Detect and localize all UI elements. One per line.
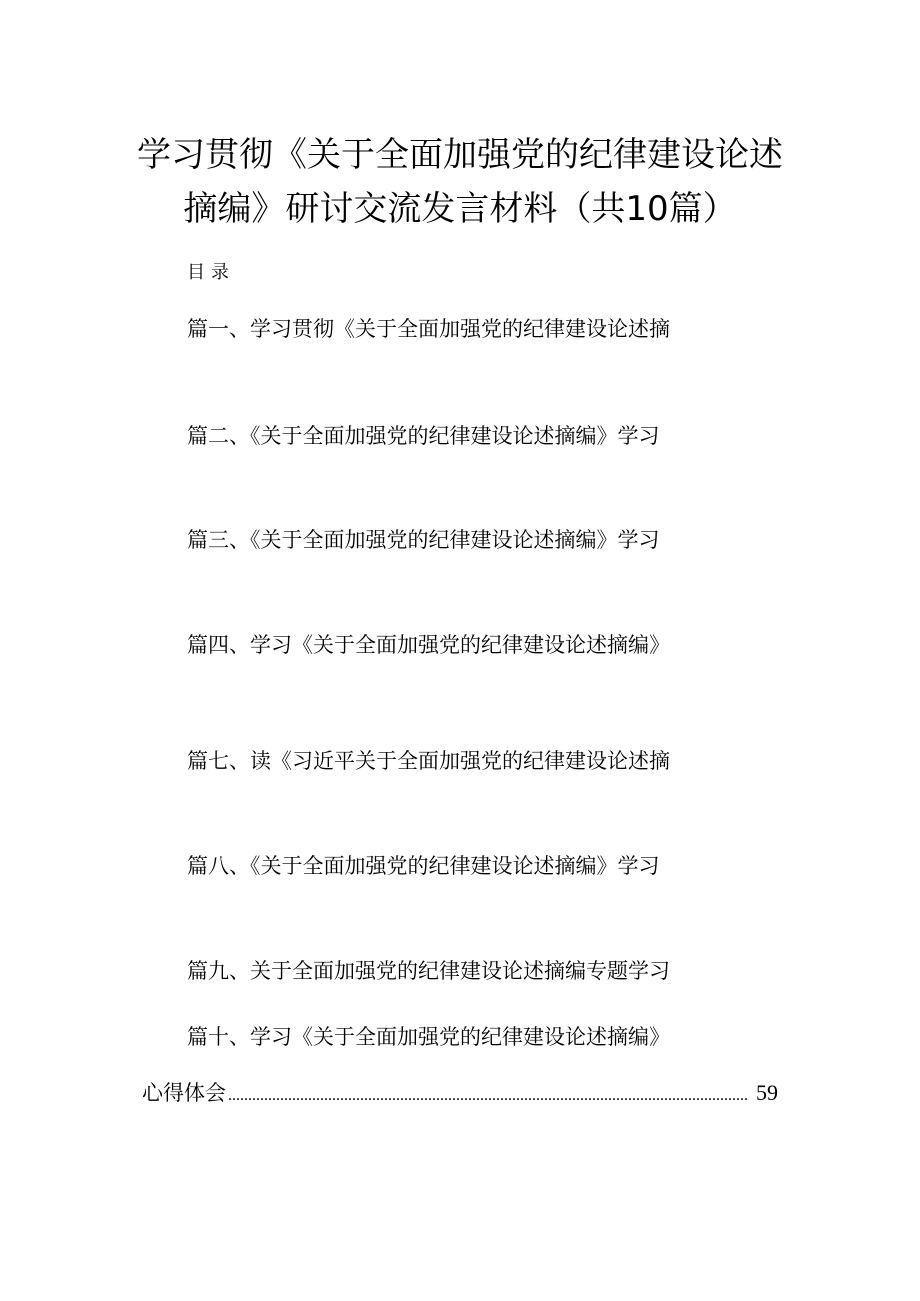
toc-entry-7[interactable]: 篇七、读《习近平关于全面加强党的纪律建设论述摘 bbox=[187, 749, 670, 773]
document-title bbox=[0, 128, 920, 236]
toc-entry-10-continuation[interactable] bbox=[142, 1078, 778, 1111]
title-line-2: 摘编》研讨交流发言材料（共10篇） bbox=[183, 189, 737, 229]
toc-entry-3[interactable]: 篇三、《关于全面加强党的纪律建设论述摘编》学习 bbox=[187, 528, 660, 552]
toc-entry-10[interactable]: 篇十、学习《关于全面加强党的纪律建设论述摘编》 bbox=[187, 1025, 670, 1049]
toc-entry-2[interactable]: 篇二、《关于全面加强党的纪律建设论述摘编》学习 bbox=[187, 424, 660, 448]
toc-dot-leader: .................................................................................................................................. bbox=[228, 1087, 748, 1104]
toc-heading: 目录 bbox=[187, 262, 235, 283]
toc-entry-4[interactable]: 篇四、学习《关于全面加强党的纪律建设论述摘编》 bbox=[187, 633, 670, 657]
toc-entry-9[interactable]: 篇九、关于全面加强党的纪律建设论述摘编专题学习 bbox=[187, 959, 670, 983]
toc-entry-8[interactable]: 篇八、《关于全面加强党的纪律建设论述摘编》学习 bbox=[187, 854, 660, 878]
toc-page-number: 59 bbox=[756, 1080, 778, 1105]
title-line-1: 学习贯彻《关于全面加强党的纪律建设论述 bbox=[137, 135, 783, 175]
toc-continuation-text: 心得体会 bbox=[142, 1081, 226, 1105]
toc-entry-1[interactable]: 篇一、学习贯彻《关于全面加强党的纪律建设论述摘 bbox=[187, 317, 670, 341]
